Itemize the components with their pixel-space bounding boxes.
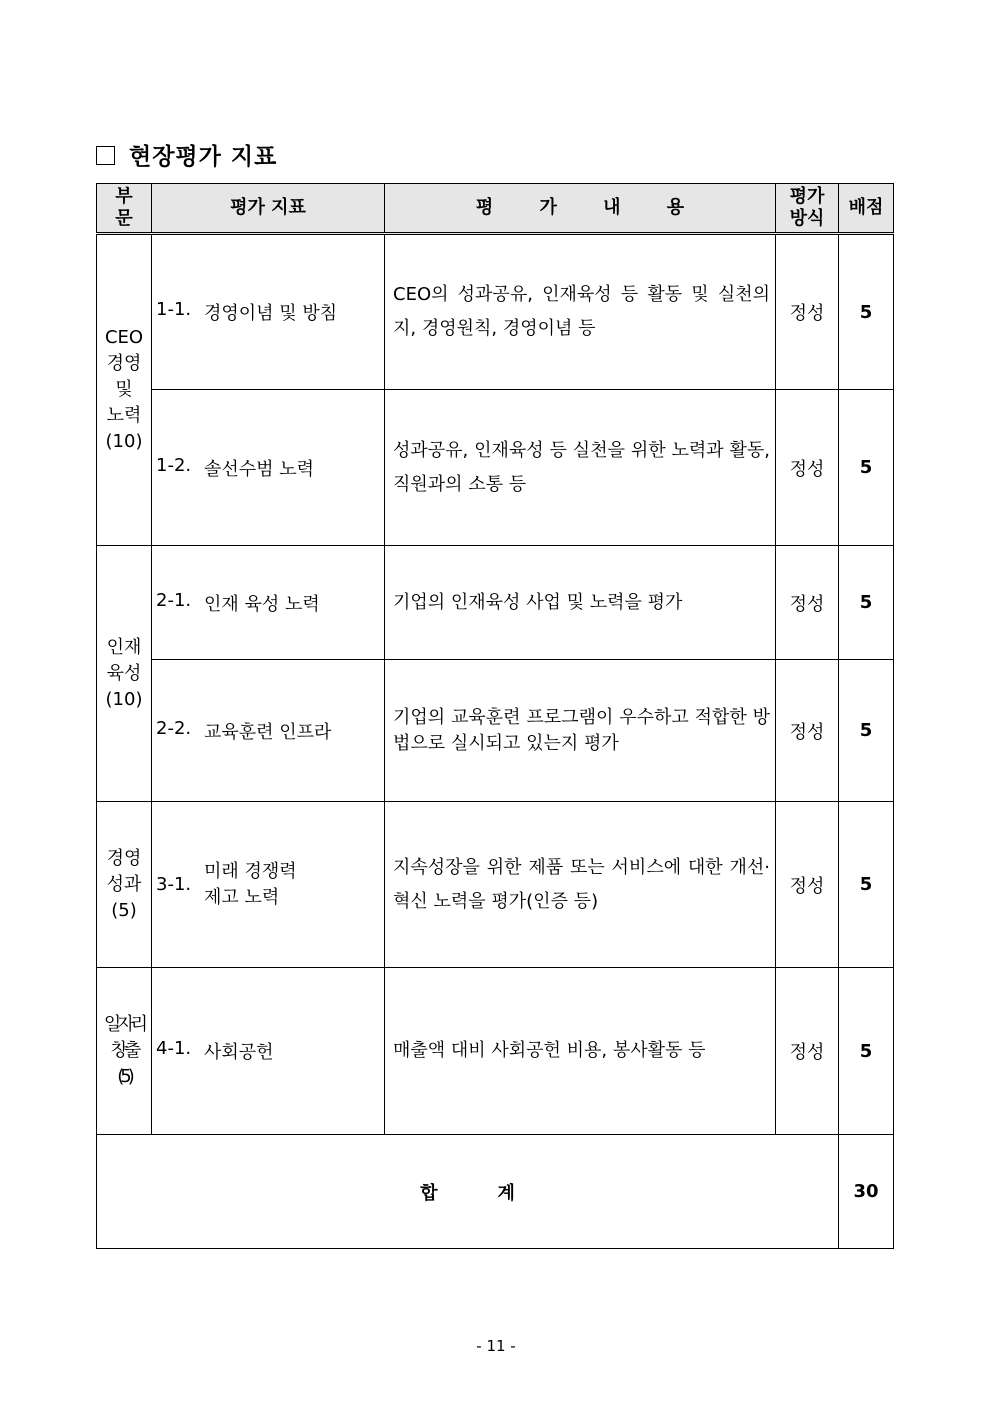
indicator-cell — [152, 968, 385, 1135]
table-row — [97, 234, 894, 390]
category-ceo: CEO 경영 및 노력 (10) — [97, 234, 152, 546]
indicator-cell — [152, 802, 385, 968]
indicator-number: 3-1. — [156, 873, 192, 895]
table-row — [97, 390, 894, 546]
indicator-number: 4-1. — [156, 1038, 192, 1059]
page-number: - 11 - — [476, 1337, 516, 1355]
indicator-number: 1-1. — [156, 299, 192, 320]
content-cell: CEO의 성과공유, 인재육성 등 활동 및 실천의지, 경영원칙, 경영이념 등 — [385, 234, 776, 390]
category-performance: 경영 성과 (5) — [97, 802, 152, 968]
indicator-label: 교육훈련 인프라 — [204, 721, 332, 743]
header-points: 배점 — [839, 184, 894, 234]
content-cell: 기업의 인재육성 사업 및 노력을 평가 — [385, 546, 776, 660]
method-cell: 정성 — [776, 234, 839, 390]
total-value: 30 — [839, 1135, 894, 1249]
points-cell: 5 — [839, 546, 894, 660]
indicator-number: 1-2. — [156, 454, 192, 476]
method-cell: 정성 — [776, 546, 839, 660]
category-talent: 인재 육성 (10) — [97, 546, 152, 802]
method-cell: 정성 — [776, 802, 839, 968]
content-cell: 기업의 교육훈련 프로그램이 우수하고 적합한 방법으로 실시되고 있는지 평가 — [385, 660, 776, 802]
method-cell: 정성 — [776, 390, 839, 546]
table-header-row — [97, 184, 894, 234]
section-title — [96, 138, 277, 171]
indicator-cell — [152, 660, 385, 802]
points-cell: 5 — [839, 968, 894, 1135]
indicator-label: 경영이념 및 방침 — [204, 303, 338, 324]
method-cell: 정성 — [776, 968, 839, 1135]
points-cell: 5 — [839, 234, 894, 390]
checkbox-icon — [96, 146, 115, 165]
header-content: 평 가 내 용 — [385, 184, 776, 234]
header-indicator: 평가 지표 — [152, 184, 385, 234]
indicator-cell — [152, 546, 385, 660]
points-cell: 5 — [839, 390, 894, 546]
table-row — [97, 802, 894, 968]
total-label: 합계 — [97, 1135, 839, 1249]
table-row — [97, 968, 894, 1135]
indicator-label: 미래 경쟁력 제고 노력 — [204, 860, 297, 908]
category-jobs: 일자리 창출 (5) — [97, 968, 152, 1135]
method-cell: 정성 — [776, 660, 839, 802]
indicator-number: 2-1. — [156, 589, 192, 611]
points-cell: 5 — [839, 660, 894, 802]
indicator-label: 솔선수범 노력 — [204, 458, 315, 480]
content-cell: 지속성장을 위한 제품 또는 서비스에 대한 개선·혁신 노력을 평가(인증 등) — [385, 802, 776, 968]
header-method: 평가 방식 — [776, 184, 839, 234]
table-row — [97, 546, 894, 660]
section-title-text: 현장평가 지표 — [129, 143, 278, 170]
header-category: 부 문 — [97, 184, 152, 234]
table-row — [97, 660, 894, 802]
indicator-label: 사회공헌 — [204, 1042, 274, 1063]
indicator-number: 2-2. — [156, 717, 192, 739]
content-cell: 성과공유, 인재육성 등 실천을 위한 노력과 활동, 직원과의 소통 등 — [385, 390, 776, 546]
content-cell: 매출액 대비 사회공헌 비용, 봉사활동 등 — [385, 968, 776, 1135]
total-row — [97, 1135, 894, 1249]
indicator-cell — [152, 390, 385, 546]
indicator-label: 인재 육성 노력 — [204, 593, 320, 615]
points-cell: 5 — [839, 802, 894, 968]
evaluation-table — [96, 183, 894, 1249]
indicator-cell — [152, 234, 385, 390]
